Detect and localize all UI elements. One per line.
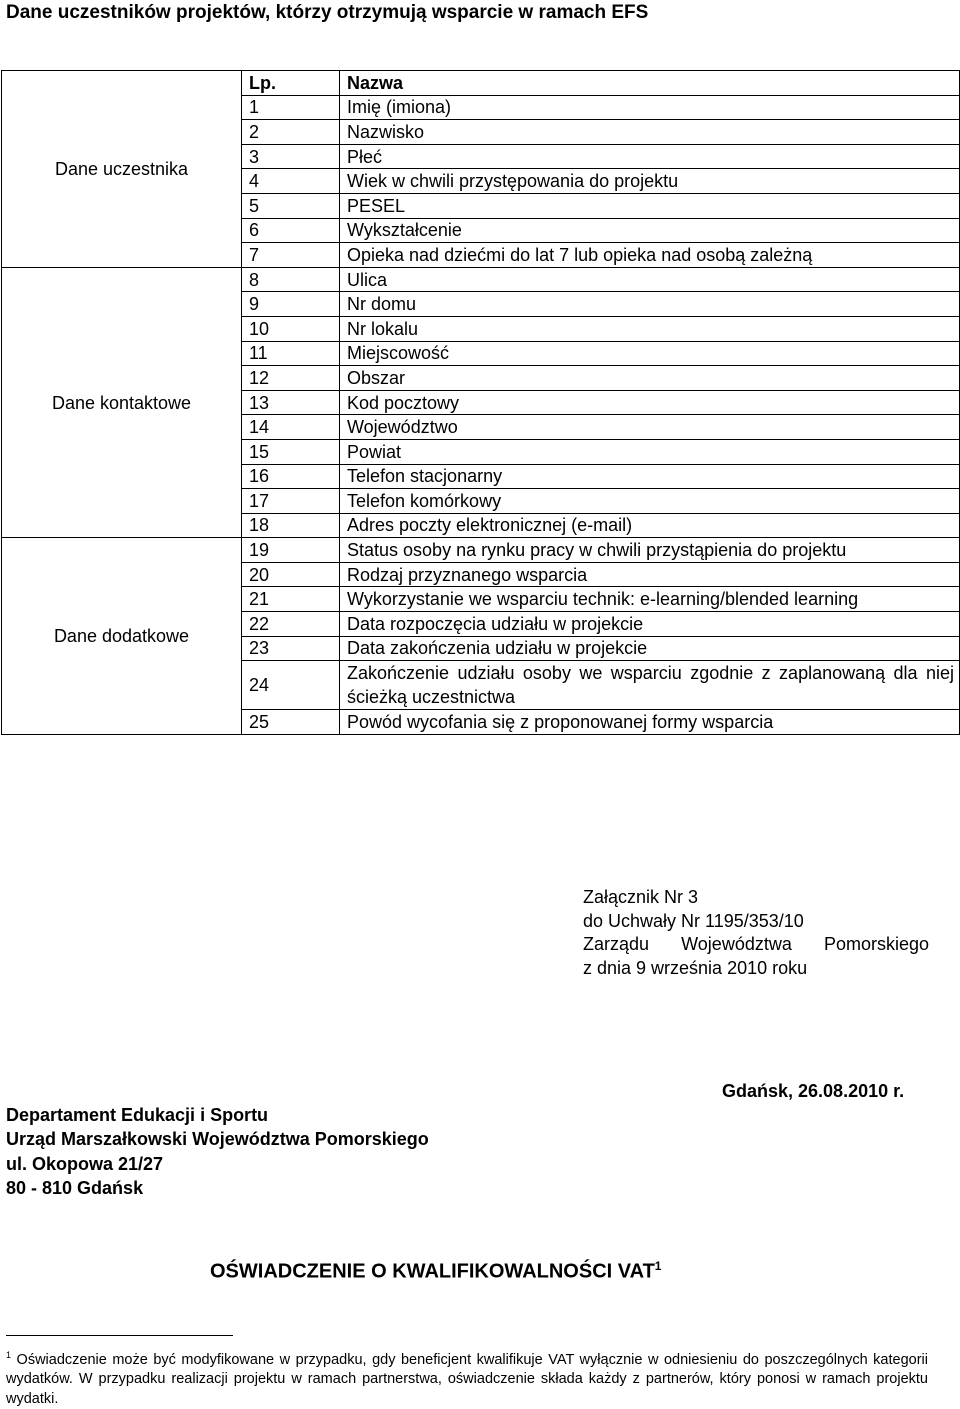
footnote <box>6 1346 928 1409</box>
row-field-name: Ulica <box>340 267 960 292</box>
row-field-name: Województwo <box>340 415 960 440</box>
row-field-name: Imię (imiona) <box>340 95 960 120</box>
row-field-name: Wiek w chwili przystępowania do projektu <box>340 169 960 194</box>
row-number: 6 <box>242 218 340 243</box>
row-number: 19 <box>242 538 340 563</box>
row-number: 13 <box>242 390 340 415</box>
row-number: 25 <box>242 710 340 735</box>
row-field-name: PESEL <box>340 193 960 218</box>
row-field-name: Opieka nad dziećmi do lat 7 lub opieka nad osobą zależną <box>340 243 960 268</box>
row-number: 18 <box>242 513 340 538</box>
row-number: 17 <box>242 489 340 514</box>
footnote-ref: 1 <box>654 1259 662 1273</box>
row-field-name: Data rozpoczęcia udziału w projekcie <box>340 612 960 637</box>
row-field-name: Telefon stacjonarny <box>340 464 960 489</box>
row-number: 2 <box>242 120 340 145</box>
category-cell: Dane dodatkowe <box>2 538 242 735</box>
row-number: 5 <box>242 193 340 218</box>
row-field-name: Powód wycofania się z proponowanej formy wsparcia <box>340 710 960 735</box>
category-cell: Dane uczestnika <box>2 71 242 268</box>
footnote-text: Oświadczenie może być modyfikowane w przypadku, gdy beneficjent kwalifikuje VAT wyłącznie w odniesieniu do poszczególnych kategorii wydatków. W przypadku realizacji projektu w ramach partnerstwa, oświadczenie składa każdy z partnerów, który ponosi w ramach projektu wydatki. <box>6 1351 928 1407</box>
row-number: 9 <box>242 292 340 317</box>
row-field-name: Obszar <box>340 366 960 391</box>
row-field-name: Kod pocztowy <box>340 390 960 415</box>
category-cell: Dane kontaktowe <box>2 267 242 538</box>
address-line: Urząd Marszałkowski Województwa Pomorskiego <box>6 1129 429 1150</box>
annex-board: Zarządu Województwa Pomorskiego <box>583 934 929 954</box>
annex-block <box>583 886 929 980</box>
row-field-name: Adres poczty elektronicznej (e-mail) <box>340 513 960 538</box>
row-number: 24 <box>242 661 340 710</box>
annex-resolution: do Uchwały Nr 1195/353/10 <box>583 910 804 931</box>
row-field-name: Status osoby na rynku pracy w chwili przystąpienia do projektu <box>340 538 960 563</box>
address-line: 80 - 810 Gdańsk <box>6 1177 144 1198</box>
statement-title-text: OŚWIADCZENIE O KWALIFIKOWALNOŚCI VAT <box>210 1260 655 1283</box>
row-number: 10 <box>242 316 340 341</box>
row-field-name: Miejscowość <box>340 341 960 366</box>
table-row <box>2 538 960 563</box>
row-number: 16 <box>242 464 340 489</box>
row-number: 8 <box>242 267 340 292</box>
row-number: 20 <box>242 562 340 587</box>
column-header-lp: Lp. <box>242 71 340 96</box>
annex-date: z dnia 9 września 2010 roku <box>583 957 808 978</box>
row-number: 12 <box>242 366 340 391</box>
row-number: 3 <box>242 144 340 169</box>
row-field-name: Zakończenie udziału osoby we wsparciu zgodnie z zaplanowaną dla niej ścieżką uczestnictwa <box>340 661 960 710</box>
statement-title <box>210 1259 661 1284</box>
row-field-name: Nazwisko <box>340 120 960 145</box>
row-field-name: Wykorzystanie we wsparciu technik: e-learning/blended learning <box>340 587 960 612</box>
row-field-name: Telefon komórkowy <box>340 489 960 514</box>
footnote-marker: 1 <box>6 1350 12 1360</box>
row-number: 1 <box>242 95 340 120</box>
row-field-name: Płeć <box>340 144 960 169</box>
column-header-name: Nazwa <box>340 71 960 96</box>
row-field-name: Wykształcenie <box>340 218 960 243</box>
row-number: 22 <box>242 612 340 637</box>
place-date: Gdańsk, 26.08.2010 r. <box>722 1081 905 1101</box>
page-heading: Dane uczestników projektów, którzy otrzymują wsparcie w ramach EFS <box>6 2 649 23</box>
row-field-name: Powiat <box>340 439 960 464</box>
row-number: 7 <box>242 243 340 268</box>
row-field-name: Nr lokalu <box>340 316 960 341</box>
data-fields-table <box>1 70 960 735</box>
row-number: 21 <box>242 587 340 612</box>
table-header-row <box>2 71 960 96</box>
recipient-address <box>6 1103 429 1200</box>
row-number: 23 <box>242 636 340 661</box>
address-line: Departament Edukacji i Sportu <box>6 1105 269 1125</box>
table-row <box>2 267 960 292</box>
row-number: 11 <box>242 341 340 366</box>
row-field-name: Rodzaj przyznanego wsparcia <box>340 562 960 587</box>
annex-number: Załącznik Nr 3 <box>583 887 699 907</box>
row-number: 15 <box>242 439 340 464</box>
address-line: ul. Okopowa 21/27 <box>6 1153 164 1174</box>
row-number: 4 <box>242 169 340 194</box>
row-number: 14 <box>242 415 340 440</box>
footnote-divider <box>6 1335 233 1336</box>
row-field-name: Data zakończenia udziału w projekcie <box>340 636 960 661</box>
row-field-name: Nr domu <box>340 292 960 317</box>
